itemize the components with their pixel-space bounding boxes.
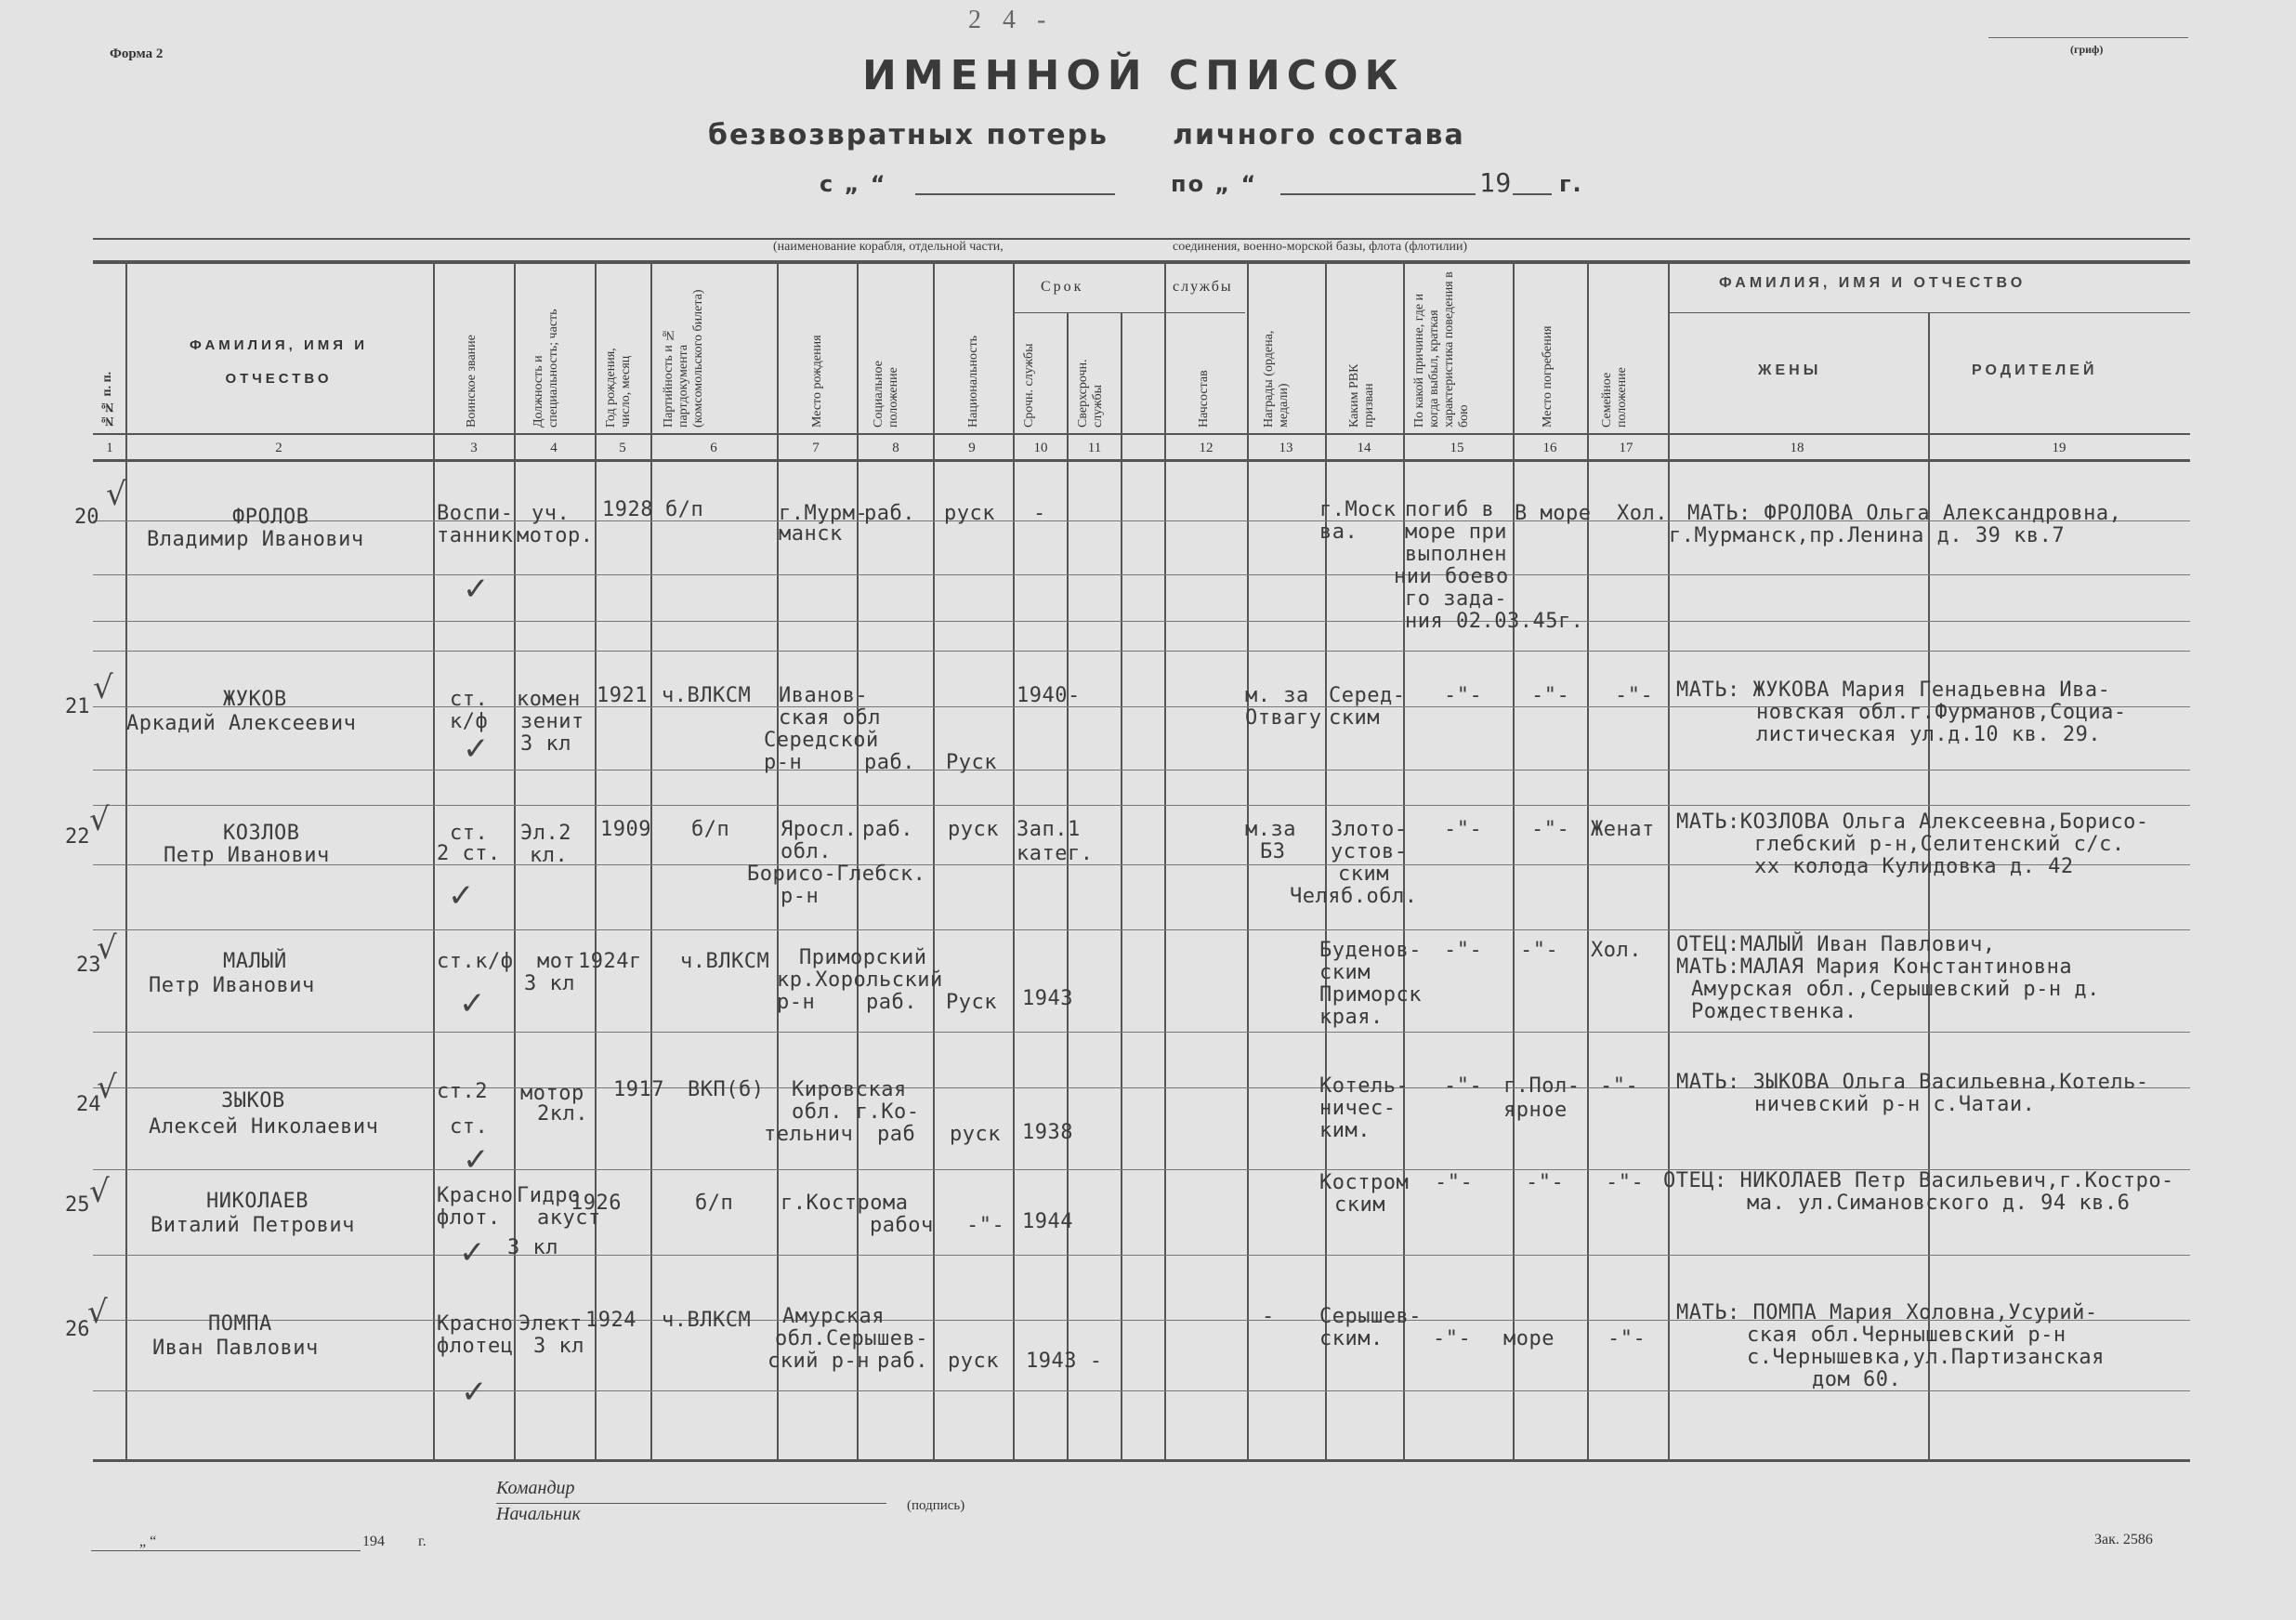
reason: -"- (1444, 1074, 1483, 1098)
rvk: устов- (1331, 840, 1408, 863)
family-status: Хол. (1617, 502, 1668, 525)
year-line (1513, 193, 1552, 195)
relatives-line: МАТЬ: ЗЫКОВА Ольга Васильевна,Котель- (1676, 1071, 2149, 1094)
commander-label: Командир (496, 1478, 575, 1498)
check-mark-icon: √ (89, 801, 110, 838)
col-header-6: Партийность и № партдокумента (комсомольского билета) (662, 289, 705, 428)
party: б/п (665, 498, 704, 521)
grif-label: (гриф) (2070, 43, 2104, 56)
col-header-15: По какой причине, где и когда выбыл, краткая характеристика поведения в бою (1412, 271, 1471, 428)
col-header-7: Место рождения (810, 335, 824, 428)
relatives-line: новская обл.г.Фурманов,Социа- (1756, 701, 2127, 724)
family-status: -"- (1607, 1327, 1647, 1350)
row-line (93, 805, 2190, 806)
col-header-5: Год рождения, число, месяц (604, 348, 633, 428)
service-term: 1943 - (1026, 1350, 1103, 1373)
relatives-line: ОТЕЦ: НИКОЛАЕВ Петр Васильевич,г.Костро- (1663, 1169, 2174, 1192)
row-line (93, 621, 2190, 622)
post: Элект (518, 1312, 583, 1336)
burial-place: -"- (1531, 684, 1570, 707)
relatives-line: МАТЬ: ПОМПА Мария Холовна,Усурий- (1676, 1301, 2098, 1324)
colnum-6: 6 (710, 441, 717, 455)
rvk: Злото- (1331, 818, 1408, 841)
birth-year: 1917 (613, 1078, 664, 1101)
signature-caption: (подпись) (907, 1498, 965, 1513)
col-line (933, 264, 935, 1461)
relatives-line: МАТЬ:КОЗЛОВА Ольга Алексеевна,Борисо- (1676, 810, 2149, 834)
birthplace: кр.Хорольский (777, 968, 943, 992)
burial-place: море (1503, 1327, 1555, 1350)
post: зенит (520, 710, 584, 733)
rank: ст. (450, 1115, 489, 1139)
col-line (514, 264, 516, 1461)
colnum-4: 4 (550, 441, 558, 455)
birthplace: тельнич (764, 1123, 854, 1146)
burial-place: -"- (1531, 818, 1570, 841)
subtitle-left: безвозвратных потерь (708, 119, 1109, 151)
subtitle-right: личного состава (1173, 119, 1465, 151)
col-line (1587, 264, 1589, 1461)
reason: -"- (1435, 1171, 1474, 1194)
colnum-19: 19 (2052, 441, 2066, 455)
check-mark-icon: ✓ (463, 1141, 490, 1179)
birthplace: р-н (764, 751, 803, 774)
rvk: Серед- (1329, 684, 1406, 707)
relatives-line: Рождественка. (1691, 1000, 1857, 1023)
reason: -"- (1444, 939, 1483, 962)
given-names: Аркадий Алексеевич (126, 712, 357, 735)
birthplace: Середской (764, 729, 879, 752)
relatives-line: ма. ул.Симановского д. 94 кв.6 (1747, 1192, 2131, 1215)
rank: танник (437, 524, 514, 547)
colnum-8: 8 (892, 441, 899, 455)
col-header-18: ЖЕНЫ (1758, 362, 1822, 378)
header-bottom-border (93, 433, 2190, 435)
col-line (1247, 264, 1249, 1461)
family-status: -"- (1600, 1074, 1639, 1098)
given-names: Петр Иванович (149, 974, 315, 997)
rvk: Буденов- (1319, 939, 1422, 962)
reason: ния 02.03.45г. (1405, 610, 1584, 633)
col-header-sluzhby: службы (1173, 279, 1233, 295)
birthplace: ская обл (779, 706, 881, 730)
col-header-13: Награды (ордена, медали) (1262, 330, 1291, 428)
rank: Воспи- (437, 502, 514, 525)
rank: ст.к/ф (437, 950, 514, 973)
post: 2кл. (537, 1102, 588, 1126)
post: 3 кл (520, 732, 571, 756)
post: Гидро (517, 1184, 581, 1207)
col-line (433, 264, 435, 1461)
year-suffix: г. (1559, 171, 1583, 197)
birthplace: Иванов- (779, 684, 869, 707)
birthplace: обл.Серышев- (775, 1327, 928, 1350)
birth-year: 1924 (585, 1309, 636, 1332)
birthplace: р-н (777, 991, 816, 1014)
social-status: раб. (864, 751, 915, 774)
colnum-3: 3 (470, 441, 478, 455)
social-status: раб. (862, 818, 913, 841)
col-line (1513, 264, 1515, 1461)
relatives-line: глебский р-н,Селитенский с/с. (1754, 833, 2125, 856)
relatives-line: с.Чернышевка,ул.Партизанская (1747, 1346, 2105, 1369)
birthplace: Приморский (799, 946, 927, 969)
birthplace: манск (779, 522, 843, 546)
relatives-line: МАТЬ: ЖУКОВА Мария Генадьевна Ива- (1676, 678, 2111, 702)
nationality: руск (944, 502, 995, 525)
post: комен (517, 688, 581, 711)
colnum-13: 13 (1279, 441, 1293, 455)
relatives-line: ская обл.Чернышевский р-н (1747, 1324, 2066, 1347)
reason: го зада- (1405, 587, 1507, 611)
colnum-5: 5 (619, 441, 626, 455)
given-names: Иван Павлович (152, 1337, 319, 1360)
party: ч.ВЛКСМ (680, 950, 770, 973)
rank: 2 ст. (437, 842, 501, 865)
nationality: Руск (946, 751, 997, 774)
birthplace: Амурская (782, 1305, 885, 1328)
check-mark-icon: √ (89, 1173, 110, 1210)
rank: флотец (437, 1335, 514, 1358)
colnum-9: 9 (968, 441, 976, 455)
birth-year: 1909 (600, 818, 651, 841)
awards: БЗ (1260, 840, 1286, 863)
row-number: 21 (65, 695, 90, 718)
col-line (1164, 264, 1166, 1461)
col-line (1121, 312, 1122, 1461)
birthplace: Яросл. (781, 818, 858, 841)
burial-place: -"- (1526, 1171, 1565, 1194)
check-mark-icon: √ (97, 1069, 117, 1106)
burial-place: -"- (1520, 939, 1559, 962)
check-mark-icon: √ (93, 669, 113, 706)
col-line (1013, 264, 1015, 1461)
service-term: 1938 (1022, 1121, 1073, 1144)
srok-divider (1013, 312, 1245, 313)
col-line (1928, 312, 1930, 1461)
burial-place: В море (1515, 502, 1592, 525)
row-number: 25 (65, 1193, 90, 1217)
colnum-16: 16 (1542, 441, 1557, 455)
post: мот (537, 950, 576, 973)
footer-date-quote: „ “ (139, 1534, 157, 1549)
rvk: г.Моск (1319, 498, 1397, 521)
check-mark-icon: √ (97, 929, 117, 967)
social-status: раб. (877, 1350, 928, 1373)
colnum-7: 7 (812, 441, 820, 455)
colnum-11: 11 (1087, 441, 1102, 455)
rvk: ским (1319, 961, 1371, 984)
service-term: 1943 (1022, 987, 1073, 1010)
service-term: - (1033, 502, 1046, 525)
col-header-1: №№ п. п. (100, 371, 114, 428)
grif-line (1988, 37, 2188, 38)
col-line (1668, 264, 1670, 1461)
awards: - (1262, 1305, 1275, 1328)
row-line (93, 574, 2190, 575)
rvk: Серышев- (1319, 1305, 1422, 1328)
rvk: Приморск (1319, 983, 1422, 1007)
reason: -"- (1433, 1327, 1472, 1350)
col-header-17: Семейное положение (1600, 367, 1629, 428)
relatives-line: МАТЬ: ФРОЛОВА Ольга Александровна, (1687, 502, 2122, 525)
rvk: Котель- (1319, 1074, 1410, 1098)
check-mark-icon: √ (106, 476, 126, 513)
col-header-2: ФАМИЛИЯ, ИМЯ И ОТЧЕСТВО (190, 337, 368, 387)
order-number: Зак. 2586 (2094, 1532, 2153, 1548)
birth-year: 1924г (578, 950, 642, 973)
birthplace: г.Мурм- (779, 502, 869, 525)
date-to: по „ “ (1171, 171, 1258, 197)
post: 3 кл (533, 1335, 584, 1358)
check-mark-icon: ✓ (463, 731, 490, 768)
surname: МАЛЫЙ (223, 950, 287, 973)
birth-year: 1921 (597, 684, 648, 707)
check-mark-icon: ✓ (448, 877, 475, 915)
post: акуст (537, 1206, 601, 1230)
table-top-border (93, 260, 2190, 264)
chief-label: Начальник (496, 1504, 581, 1524)
check-mark-icon: ✓ (461, 1374, 488, 1411)
service-term: Зап.1 катег. (1017, 818, 1094, 865)
given-names: Виталий Петрович (151, 1214, 355, 1237)
rank: Красно (437, 1312, 514, 1336)
colnum-10: 10 (1033, 441, 1048, 455)
post: мотор. (517, 524, 594, 547)
rvk: ским (1338, 863, 1389, 886)
row-line (93, 651, 2190, 652)
awards: м.за (1245, 818, 1296, 841)
birthplace: Борисо-Глебск. (747, 863, 926, 886)
rank: ст. (450, 822, 489, 845)
surname: ПОМПА (208, 1312, 272, 1336)
social-status: раб (877, 1123, 916, 1146)
social-status: раб. (864, 502, 915, 525)
col-line (650, 264, 652, 1461)
col-header-srok: Срок (1041, 279, 1084, 295)
colnum-12: 12 (1199, 441, 1214, 455)
family-status: Женат (1591, 818, 1655, 841)
reason: погиб в (1405, 498, 1495, 521)
reason: море при (1405, 520, 1507, 544)
col-header-relatives: ФАМИЛИЯ, ИМЯ И ОТЧЕСТВО (1719, 275, 2027, 291)
rvk: ским (1334, 1193, 1385, 1217)
rvk: ничес- (1319, 1097, 1397, 1120)
date-line (91, 1550, 361, 1551)
col-header-16: Место погребения (1541, 325, 1555, 428)
rank: к/ф (450, 710, 489, 733)
birthplace: Кировская (792, 1078, 907, 1101)
post: уч. (531, 502, 571, 525)
rvk: Костром (1319, 1171, 1410, 1194)
reason: -"- (1444, 684, 1483, 707)
birth-year: 1926 (571, 1192, 622, 1215)
check-mark-icon: √ (87, 1294, 108, 1331)
birthplace: обл. г.Ко- (792, 1100, 920, 1124)
nationality: -"- (966, 1214, 1005, 1237)
party: ч.ВЛКСМ (662, 1309, 752, 1332)
rvk: ва. (1319, 520, 1358, 544)
rank: ст. (450, 688, 489, 711)
colnum-2: 2 (275, 441, 282, 455)
party: ч.ВЛКСМ (662, 684, 752, 707)
check-mark-icon: ✓ (459, 985, 486, 1022)
colnum-1: 1 (106, 441, 113, 455)
document-title: ИМЕННОЙ СПИСОК (862, 52, 1405, 99)
nationality: Руск (946, 991, 997, 1014)
relatives-line: листическая ул.д.10 кв. 29. (1756, 723, 2102, 746)
page-number: 2 4 - (968, 6, 1054, 34)
nationality: руск (948, 818, 999, 841)
birth-year: 1928 (602, 498, 653, 521)
given-names: Петр Иванович (164, 844, 330, 867)
rvk: ским (1329, 706, 1380, 730)
surname: КОЗЛОВ (223, 822, 300, 845)
row-line (93, 1255, 2190, 1256)
check-mark-icon: ✓ (463, 571, 490, 608)
row-number: 24 (76, 1093, 101, 1116)
date-from-line (915, 193, 1115, 195)
unit-caption-right: соединения, военно-морской базы, флота (флотилии) (1173, 240, 1468, 254)
colnum-bottom-border (93, 459, 2190, 462)
row-number: 20 (74, 506, 99, 529)
birthplace: ский р-н (768, 1350, 870, 1373)
col-line (595, 264, 597, 1461)
footer-year-suffix: г. (418, 1534, 426, 1549)
post: Эл.2 (520, 822, 571, 845)
family-status: -"- (1615, 684, 1654, 707)
surname: ФРОЛОВ (232, 506, 309, 529)
relatives-line: г.Мурманск,пр.Ленина д. 39 кв.7 (1669, 524, 2066, 547)
party: б/п (691, 818, 730, 841)
surname: ЖУКОВ (223, 688, 287, 711)
relatives-line: МАТЬ:МАЛАЯ Мария Константиновна (1676, 955, 2073, 979)
col-line (1067, 312, 1069, 1461)
given-names: Владимир Иванович (147, 528, 364, 551)
table-bottom-border (93, 1459, 2190, 1462)
form-label: Форма 2 (110, 46, 164, 61)
awards: Отвагу (1245, 706, 1322, 730)
surname: НИКОЛАЕВ (206, 1190, 308, 1213)
col-header-19: РОДИТЕЛЕЙ (1972, 362, 2098, 378)
surname: ЗЫКОВ (221, 1089, 285, 1113)
unit-caption-left: (наименование корабля, отдельной части, (773, 240, 1004, 254)
family-status: -"- (1606, 1171, 1645, 1194)
colnum-15: 15 (1450, 441, 1464, 455)
rank: флот. (437, 1206, 501, 1230)
rank: ст.2 (437, 1080, 488, 1103)
col-line (1325, 264, 1327, 1461)
birthplace: обл. (781, 840, 832, 863)
rvk: ским. (1319, 1327, 1384, 1350)
post: 3 кл (524, 972, 575, 995)
relatives-line: ОТЕЦ:МАЛЫЙ Иван Павлович, (1676, 933, 1996, 956)
row-number: 22 (65, 825, 90, 849)
colnum-17: 17 (1619, 441, 1633, 455)
date-to-line (1280, 193, 1476, 195)
col-header-9: Национальность (966, 335, 980, 428)
social-status: раб. (866, 991, 917, 1014)
row-line (93, 929, 2190, 930)
col-header-8: Социальное положение (872, 361, 900, 428)
col-header-12: Начсостав (1197, 370, 1211, 428)
row-line (93, 1032, 2190, 1033)
row-number: 26 (65, 1318, 90, 1341)
unit-line (93, 238, 2190, 240)
rank: Красно (437, 1184, 514, 1207)
post: кл. (530, 844, 569, 867)
check-mark-icon: ✓ (459, 1234, 486, 1271)
rvk: Челяб.обл. (1290, 885, 1418, 908)
party: б/п (695, 1192, 734, 1215)
colnum-14: 14 (1357, 441, 1371, 455)
year-mark: 19 (1479, 167, 1512, 198)
relatives-line: дом 60. (1812, 1368, 1902, 1391)
rvk: края. (1319, 1006, 1384, 1029)
colnum-18: 18 (1790, 441, 1804, 455)
footer-year: 194 (362, 1534, 385, 1549)
relatives-line: ничевский р-н с.Чатаи. (1754, 1093, 2036, 1116)
relatives-line: хх колода Кулидовка д. 42 (1754, 855, 2074, 878)
awards: м. за (1245, 684, 1309, 707)
rvk: ким. (1319, 1119, 1371, 1142)
given-names: Алексей Николаевич (149, 1115, 379, 1139)
birthplace: р-н (781, 885, 820, 908)
reason: -"- (1444, 818, 1483, 841)
reason: нии боево (1394, 565, 1509, 588)
service-term: 1944 (1022, 1210, 1073, 1233)
col-header-4: Должность и специальность; часть (531, 309, 560, 428)
family-status: Хол. (1591, 939, 1642, 962)
col-header-3: Воинское звание (465, 335, 479, 428)
nationality: руск (950, 1123, 1001, 1146)
reason: выполнен (1405, 543, 1507, 566)
col-header-10: Срочн. службы (1022, 343, 1036, 428)
date-from: с „ “ (820, 171, 887, 197)
row-number: 23 (76, 954, 101, 977)
birthplace: г.Кострома (781, 1192, 909, 1215)
col-header-14: Каким РВК призван (1347, 363, 1376, 428)
nationality: руск (948, 1350, 999, 1373)
post: мотор (520, 1082, 584, 1105)
relatives-line: Амурская обл.,Серышевский р-н д. (1691, 978, 2100, 1001)
col-header-11: Сверхсрочн. службы (1076, 359, 1105, 428)
burial-place: г.Пол-ярное (1503, 1074, 1581, 1122)
service-term: 1940- (1017, 684, 1081, 707)
social-status: рабоч (870, 1214, 934, 1237)
post: 3 кл (507, 1236, 558, 1259)
party: ВКП(б) (688, 1078, 765, 1101)
